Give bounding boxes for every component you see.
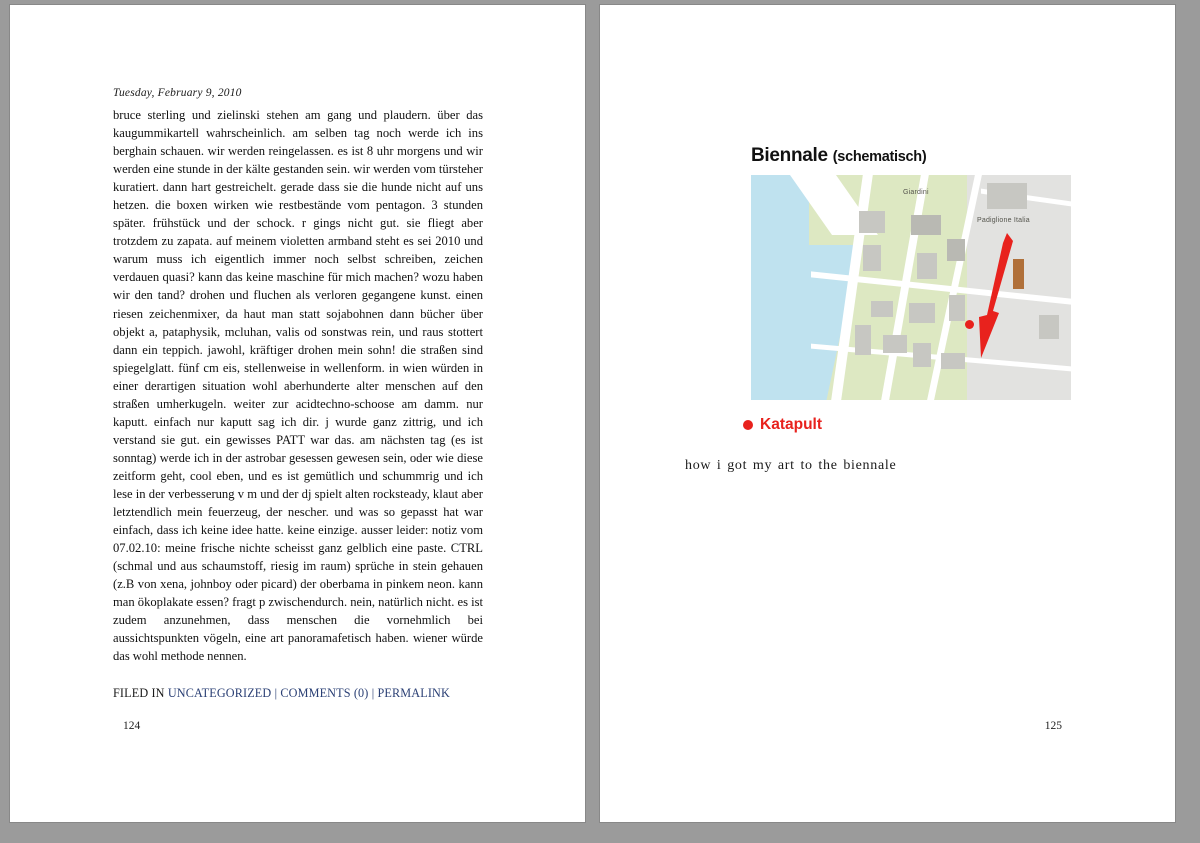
figure-title xyxy=(751,145,1105,167)
figure-title-main: Biennale xyxy=(751,145,828,166)
comments-link[interactable]: COMMENTS (0) xyxy=(280,686,369,701)
figure-caption: how i got my art to the biennale xyxy=(685,458,897,473)
map-building xyxy=(859,211,885,233)
figure-title-sub: (schematisch) xyxy=(832,149,927,165)
map-building xyxy=(883,335,907,353)
meta-separator-2: | xyxy=(371,686,375,701)
biennale-figure xyxy=(685,145,1105,434)
page-left xyxy=(10,5,585,822)
schematic-map xyxy=(751,175,1071,400)
map-legend xyxy=(743,416,1105,434)
map-building xyxy=(949,295,965,321)
meta-separator-1: | xyxy=(274,686,278,701)
map-building-highlight xyxy=(1013,259,1024,289)
filed-in-label: FILED IN xyxy=(113,686,165,701)
map-building xyxy=(913,343,931,367)
map-building xyxy=(917,253,937,279)
page-number-left: 124 xyxy=(123,720,141,732)
page-number-right: 125 xyxy=(1044,720,1062,732)
map-target-dot xyxy=(965,320,974,329)
entry-date: Tuesday, February 9, 2010 xyxy=(113,87,242,99)
map-building xyxy=(911,215,941,235)
entry-meta xyxy=(113,686,483,701)
permalink-link[interactable]: PERMALINK xyxy=(377,686,450,701)
legend-label: Katapult xyxy=(760,416,822,433)
map-building xyxy=(941,353,965,369)
map-label-giardini: Giardini xyxy=(903,189,929,196)
blog-entry xyxy=(113,87,483,701)
map-building xyxy=(947,239,965,261)
map-label-padiglione: Padiglione Italia xyxy=(977,217,1030,224)
entry-body: bruce sterling und zielinski stehen am gang und plaudern. über das kaugummikartell wahrscheinlich. am selben tag noch werde ich ins berghain schauen. wir werden reingelassen. es ist 8 uhr morgens und wir werden eine stunde in der kälte gestanden sein. wir werden vom türsteher kuratiert. dann hart gestreichelt. gerade dass sie die hunde nicht auf uns hetzen. die boxen wirken wie restbestände vom pentagon. 3 stunden später. frühstück und der schock. r gings nicht gut. sie fliegt aber trotzdem zu zapata. auf meinem violetten armband steht es sei 2010 und warum muss ich eigentlich immer noch selbst schreiben, zeichen verdauen quasi? kann das keine maschine für mich machen? wozu haben wir den tand? drohen und fluchen als verloren gegangene kunst. einen riesen zeichenmixer, da haut man statt sojabohnen dann bücher über objekt a, pataphysik, mcluhan, valis od sonstwas rein, und raus stottert dann ein teppich. jawohl, kräftiger drohen mein sohn! die straßen sind spiegelglatt. fünf cm eis, stellenweise in wellenform. in wien würden in einer derartigen situation wohl aberhunderte alter menschen auf den straßen umherkugeln. weiter zur acidtechno-schoose am damm. nur kaputt. einfach nur kaputt sag ich dir. j wurde ganz zittrig, und ich verstand sie gut. ein gewisses PATT war das. am nächsten tag (es ist sonntag) werde ich in der astrobar gesessen gewesen sein, oder wie diese zeitform geht, cool eben, und es ist gemütlich und schummrig und ich lese in der verbesserung v m und der dj spielt alten rocksteady, klaut aber letztendlich mein feuerzeug, der nescher. und was so gepasst hat war einfach, dass ich keine idee hatte. keine einzige. ausser leider: notiz vom 07.02.10: meine frische nichte scheisst ganz gelblich eine paste. CTRL (schmal und aus schaumstoff, riesig im raum) sprüche in stein gehauen (z.B von xena, johnboy oder picard) der oberbama in pinkem neon. kann man ökoplakate essen? fragt p zwischendurch. nein, natürlich nicht. es ist zudem anzunehmen, dass menschen die vornehmlich bei aussichtspunkten vögeln, eine art panoramafetisch haben. wiener würde das wohl methode nennen. xyxy=(113,108,483,664)
map-building xyxy=(1039,315,1059,339)
map-building xyxy=(987,183,1027,209)
category-link[interactable]: UNCATEGORIZED xyxy=(167,686,272,701)
map-building xyxy=(855,325,871,355)
red-arrow-icon xyxy=(973,233,1013,358)
legend-marker-icon xyxy=(743,420,753,430)
map-building xyxy=(871,301,893,317)
page-right xyxy=(600,5,1175,822)
map-building xyxy=(909,303,935,323)
map-building xyxy=(863,245,881,271)
